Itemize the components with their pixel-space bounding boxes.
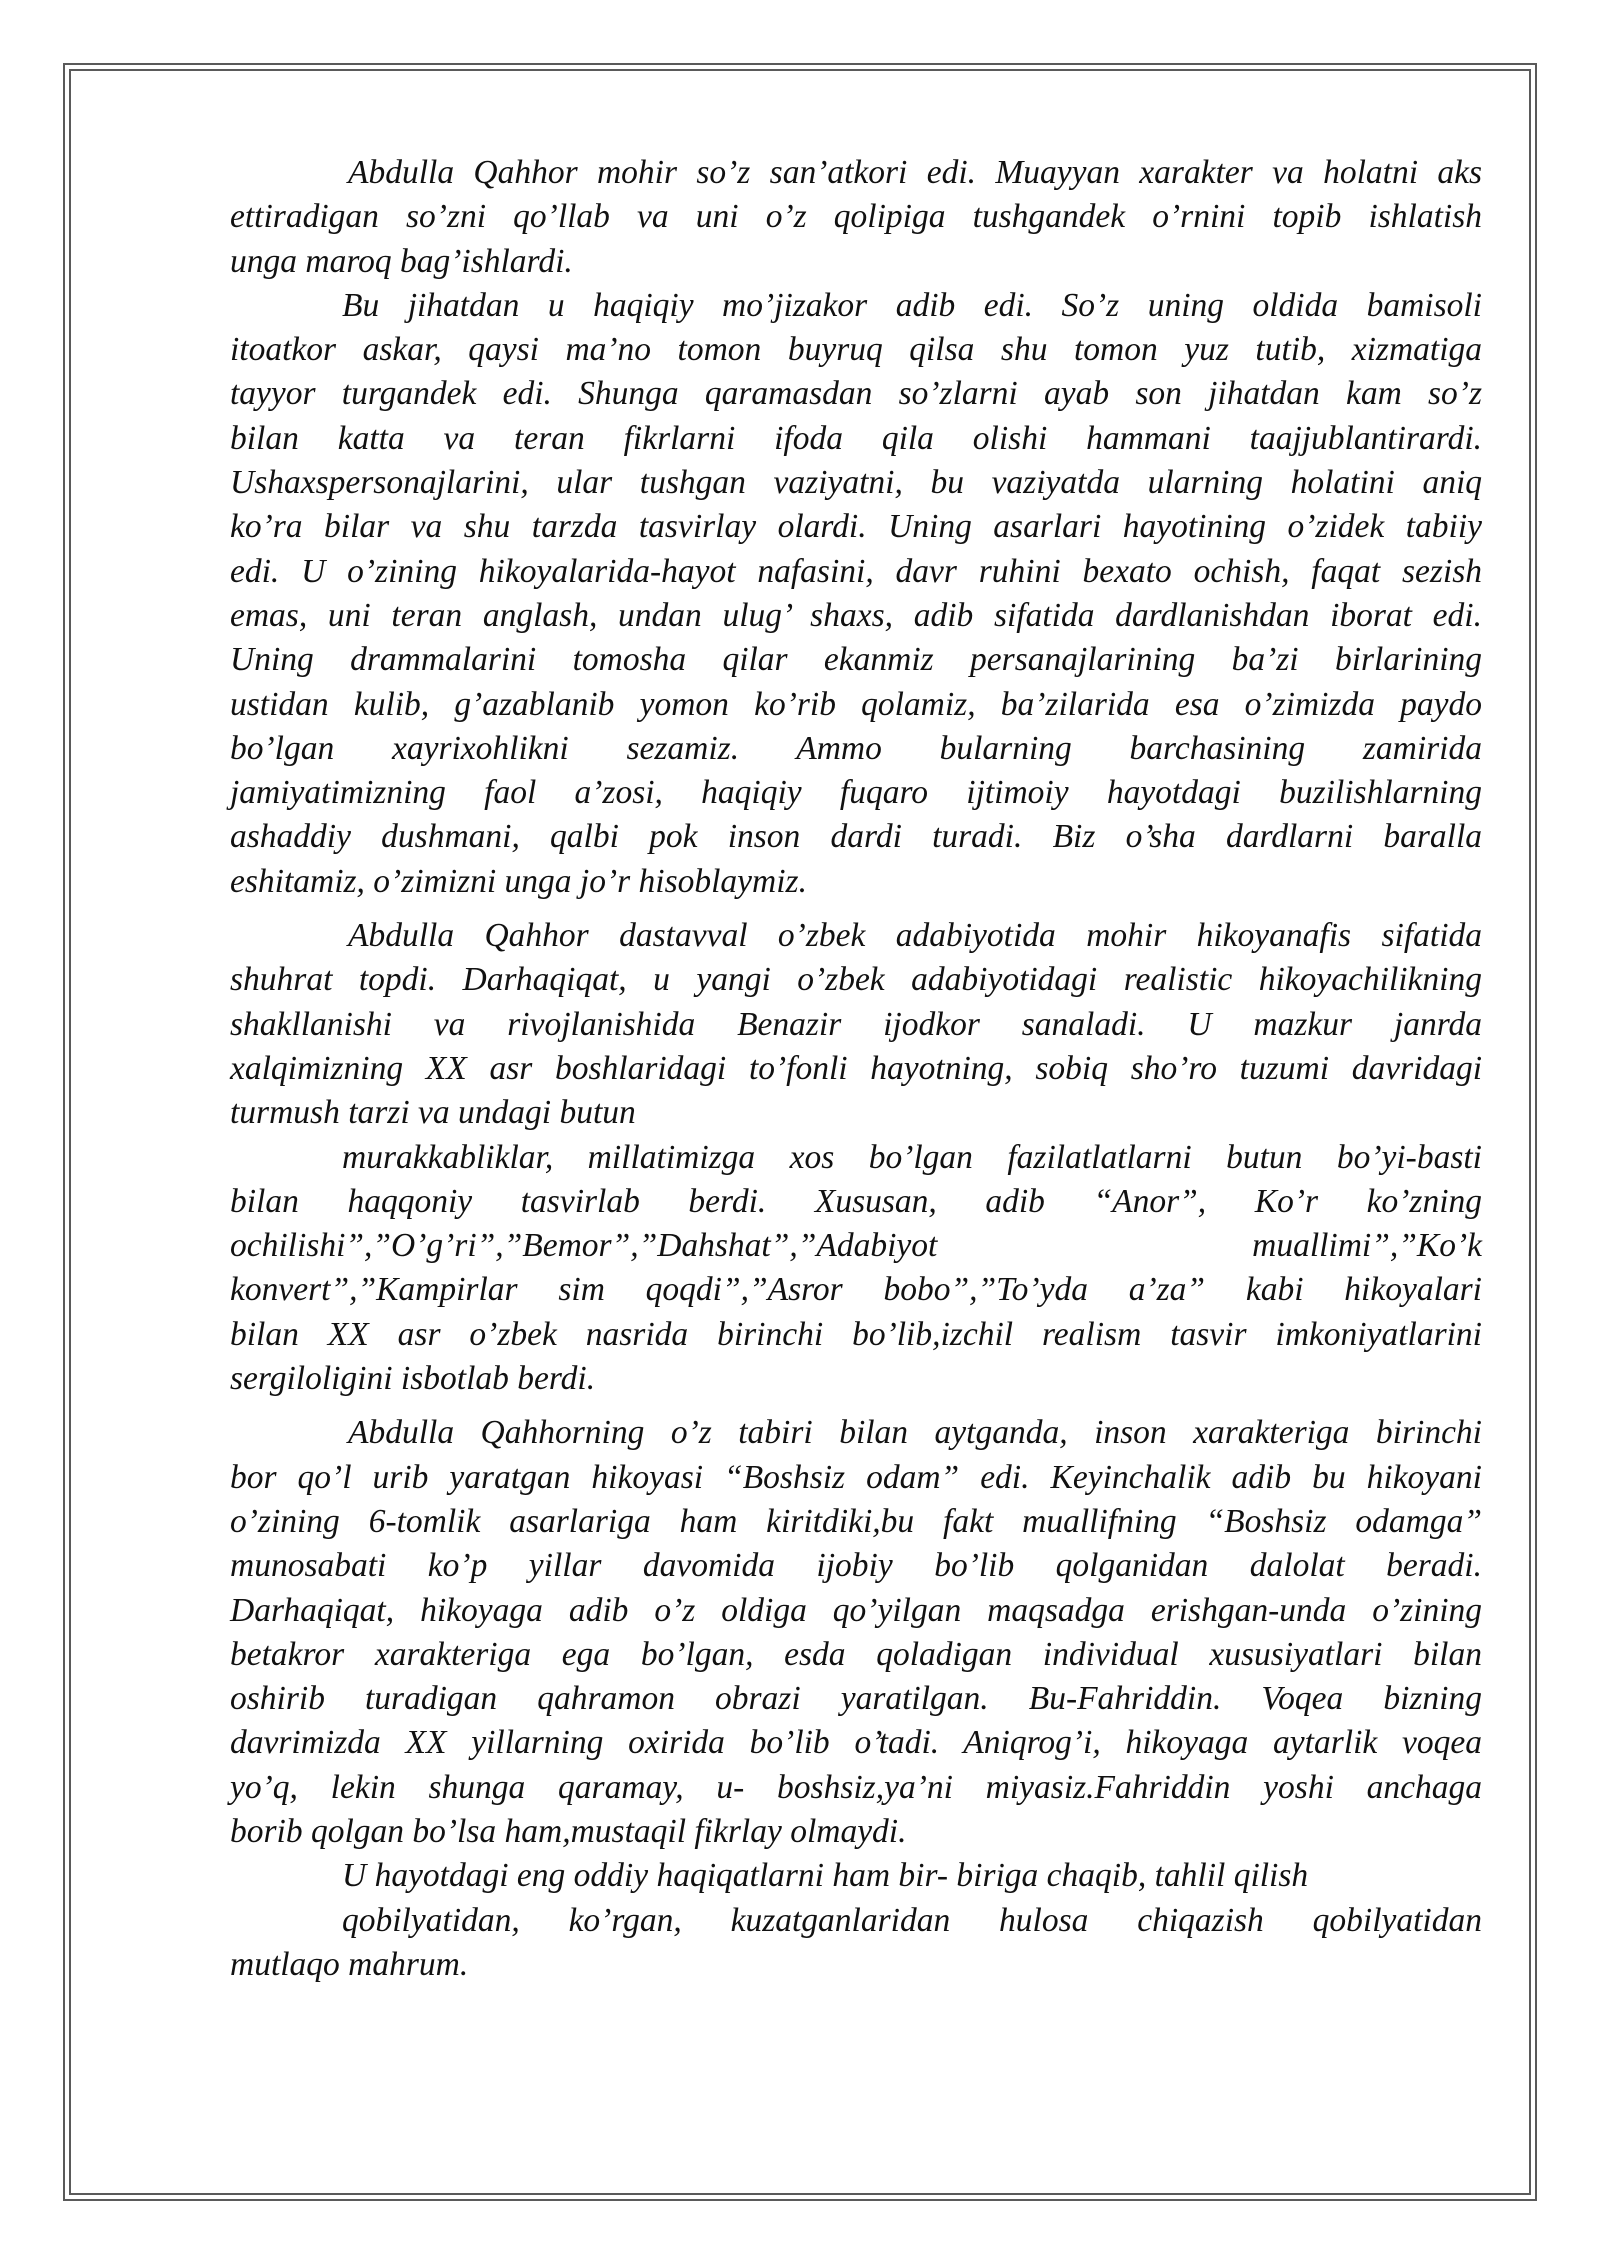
text-line: oshirib turadigan qahramon obrazi yaratilgan. Bu-Fahriddin. Voqea bizning [230, 1680, 1482, 1718]
text-line: jamiyatimizning faol a’zosi, haqiqiy fuqaro ijtimoiy hayotdagi buzilishlarning [230, 774, 1482, 812]
text-line: shakllanishi va rivojlanishida Benazir ijodkor sanaladi. U mazkur janrda [230, 1005, 1482, 1043]
paragraph-6 [230, 1854, 1482, 1898]
paragraph-3 [230, 914, 1482, 1135]
text-line: konvert”,”Kampirlar sim qoqdi”,”Asror bobo”,”To’yda a’za” kabi hikoyalari [230, 1271, 1482, 1309]
text-line: ko’ra bilar va shu tarzda tasvirlay olardi. Uning asarlari hayotining o’zidek tabiiy [230, 508, 1482, 546]
text-line: bo’lgan xayrixohlikni sezamiz. Ammo bularning barchasining zamirida [230, 729, 1482, 767]
text-line: Bu jihatdan u haqiqiy mo’jizakor adib edi. So’z uning oldida bamisoli [342, 286, 1482, 324]
text-line: Uning drammalarini tomosha qilar ekanmiz persanajlarining ba’zi birlarining [230, 641, 1482, 679]
text-line: borib qolgan bo’lsa ham,mustaqil fikrlay olmaydi. [230, 1812, 907, 1850]
text-line: Ushaxspersonajlarini, ular tushgan vaziyatni, bu vaziyatda ularning holatini aniq [230, 464, 1482, 502]
text-line: emas, uni teran anglash, undan ulug’ shaxs, adib sifatida dardlanishdan iborat edi. [230, 596, 1482, 634]
paragraph-5 [230, 1411, 1482, 1854]
paragraph-4 [230, 1136, 1482, 1402]
text-line: qobilyatidan, ko’rgan, kuzatganlaridan hulosa chiqazish qobilyatidan [342, 1901, 1482, 1939]
text-line: yo’q, lekin shunga qaramay, u- boshsiz,ya’ni miyasiz.Fahriddin yoshi anchaga [230, 1768, 1482, 1806]
document-body [230, 151, 1482, 1987]
text-line: itoatkor askar, qaysi ma’no tomon buyruq qilsa shu tomon yuz tutib, xizmatiga [230, 331, 1482, 369]
text-line: munosabati ko’p yillar davomida ijobiy bo’lib qolganidan dalolat beradi. [230, 1547, 1482, 1585]
text-line: mutlaqo mahrum. [230, 1945, 469, 1983]
text-line: bilan haqqoniy tasvirlab berdi. Xususan, adib “Anor”, Ko’r ko’zning [230, 1182, 1482, 1220]
text-line: Abdulla Qahhor dastavval o’zbek adabiyotida mohir hikoyanafis sifatida [348, 917, 1482, 955]
text-line: turmush tarzi va undagi butun [230, 1094, 636, 1132]
paragraph-1 [230, 151, 1482, 284]
text-line: bor qo’l urib yaratgan hikoyasi “Boshsiz odam” edi. Keyinchalik adib bu hikoyani [230, 1458, 1482, 1496]
text-line: bilan XX asr o’zbek nasrida birinchi bo’lib,izchil realism tasvir imkoniyatlarini [230, 1315, 1482, 1353]
text-line: U hayotdagi eng oddiy haqiqatlarni ham bir- biriga chaqib, tahlil qilish [342, 1857, 1309, 1895]
text-line: unga maroq bag’ishlardi. [230, 242, 573, 280]
paragraph-2 [230, 284, 1482, 904]
text-line: ashaddiy dushmani, qalbi pok inson dardi turadi. Biz o’sha dardlarni baralla [230, 818, 1482, 856]
text-line: Abdulla Qahhor mohir so’z san’atkori edi. Muayyan xarakter va holatni aks [348, 154, 1482, 191]
text-line: eshitamiz, o’zimizni unga jo’r hisoblaymiz. [230, 862, 807, 900]
text-line: edi. U o’zining hikoyalarida-hayot nafasini, davr ruhini bexato ochish, faqat sezish [230, 552, 1482, 590]
text-line: bilan katta va teran fikrlarni ifoda qila olishi hammani taajjublantirardi. [230, 419, 1482, 457]
text-line: Abdulla Qahhorning o’z tabiri bilan aytganda, inson xarakteriga birinchi [348, 1414, 1482, 1452]
text-line: shuhrat topdi. Darhaqiqat, u yangi o’zbek adabiyotidagi realistic hikoyachilikning [230, 961, 1482, 999]
text-line: sergiloligini isbotlab berdi. [230, 1360, 596, 1398]
text-line: tayyor turgandek edi. Shunga qaramasdan so’zlarni ayab son jihatdan kam so’z [230, 375, 1482, 413]
text-line: murakkabliklar, millatimizga xos bo’lgan fazilatlatlarni butun bo’yi-basti [342, 1138, 1482, 1176]
text-line: betakror xarakteriga ega bo’lgan, esda qoladigan individual xususiyatlari bilan [230, 1635, 1482, 1673]
paragraph-7 [230, 1899, 1482, 1988]
text-line: ochilishi”,”O’g’ri”,”Bemor”,”Dahshat”,”Adabiyot muallimi”,”Ko’k [230, 1227, 1482, 1265]
text-line: Darhaqiqat, hikoyaga adib o’z oldiga qo’yilgan maqsadga erishgan-unda o’zining [230, 1591, 1482, 1629]
text-line: davrimizda XX yillarning oxirida bo’lib o’tadi. Aniqrog’i, hikoyaga aytarlik voqea [230, 1724, 1482, 1762]
text-line: ettiradigan so’zni qo’llab va uni o’z qolipiga tushgandek o’rnini topib ishlatish [230, 198, 1482, 236]
text-line: o’zining 6-tomlik asarlariga ham kiritdiki,bu fakt muallifning “Boshsiz odamga” [230, 1502, 1482, 1540]
text-line: ustidan kulib, g’azablanib yomon ko’rib qolamiz, ba’zilarida esa o’zimizda paydo [230, 685, 1482, 723]
text-line: xalqimizning XX asr boshlaridagi to’fonli hayotning, sobiq sho’ro tuzumi davridagi [230, 1049, 1482, 1087]
